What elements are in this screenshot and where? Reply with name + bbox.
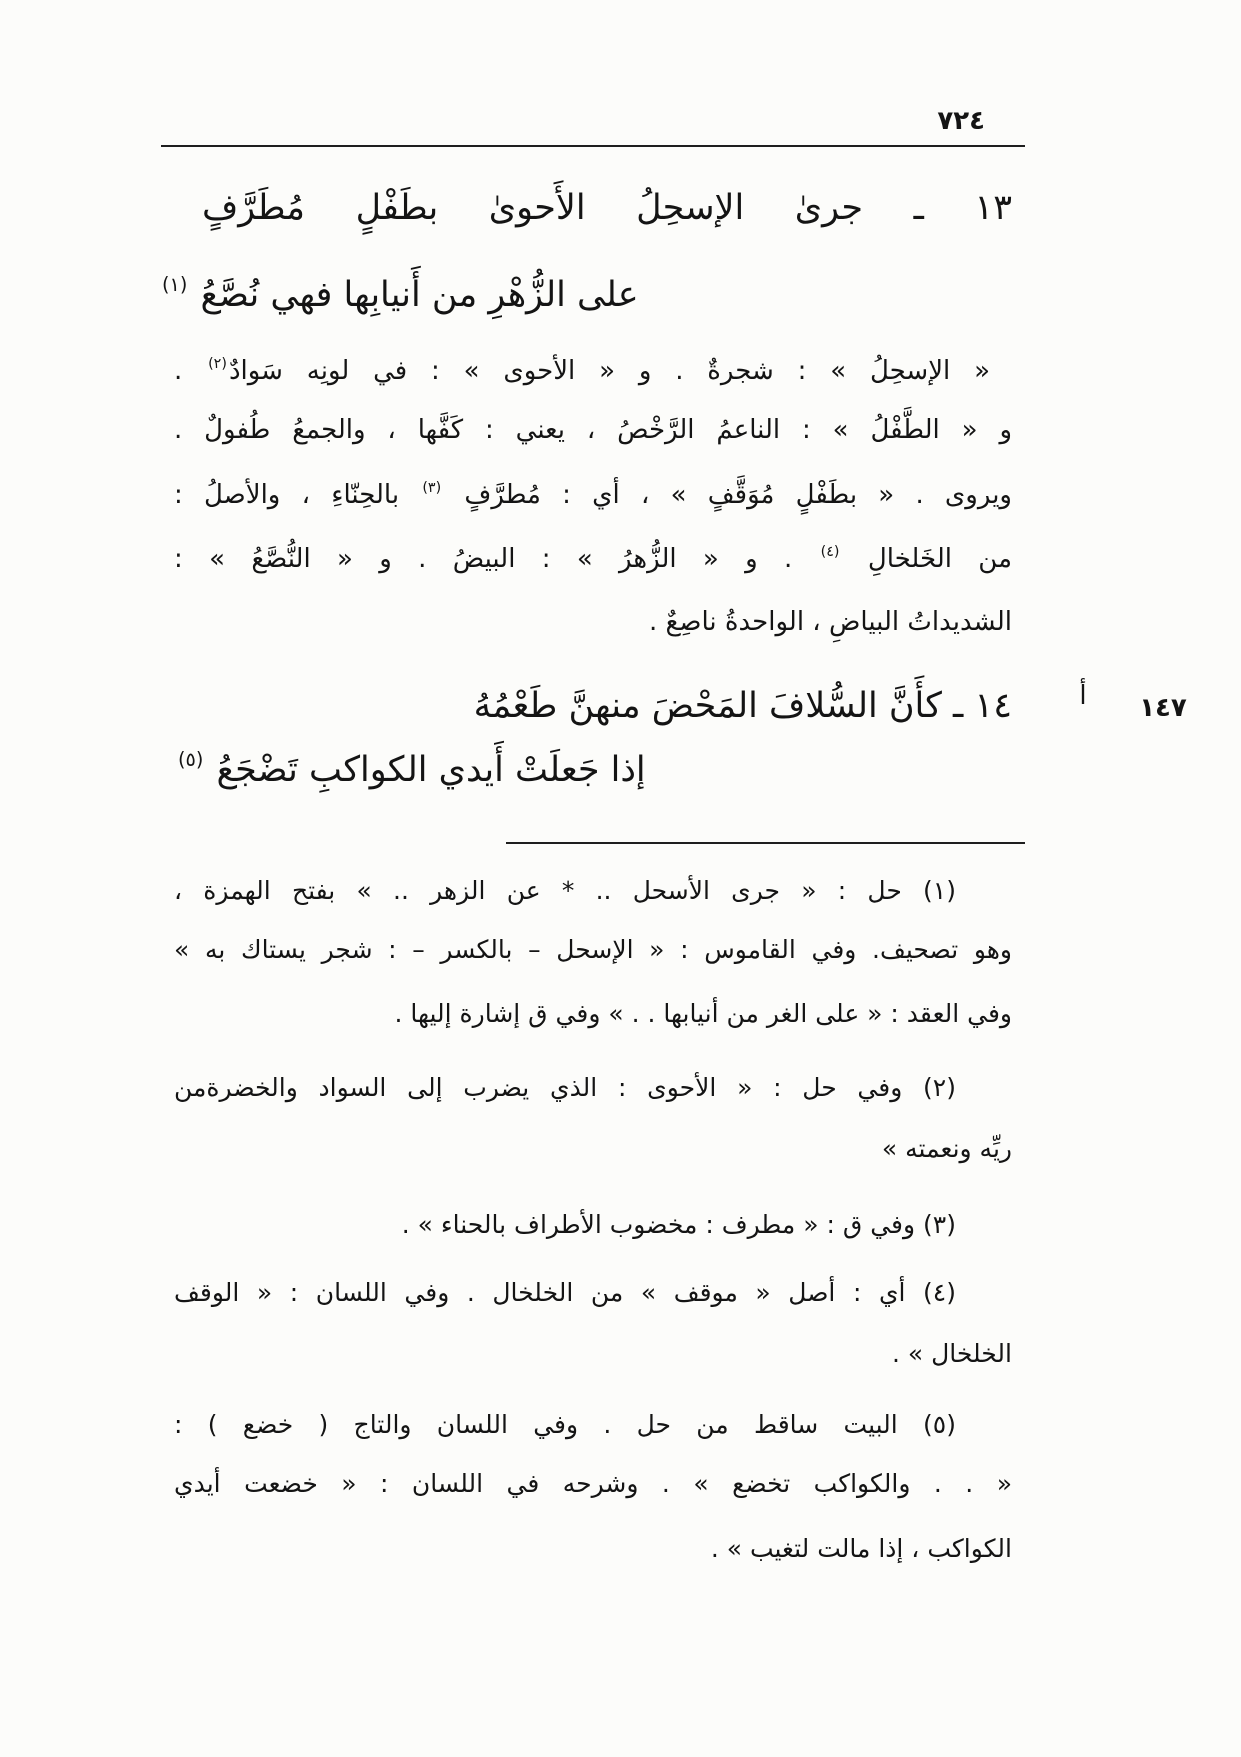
footnote-ref-3: (٣) — [422, 479, 442, 496]
commentary-line-2-text: و « الطَّفْلُ » : الناعمُ الرَّخْصُ ، يعني : كَفَّها ، والجمعُ طُفولٌ . — [174, 415, 1012, 445]
commentary-line-3-tail: بالحِنّاءِ ، والأصلُ : — [174, 480, 400, 510]
commentary-line-1-text: « الإسحِلُ » : شجرةٌ . و « الأحوى » : في لونِه سَوادٌ — [228, 356, 991, 386]
commentary-line-1-tail: . — [174, 356, 183, 386]
verse-14-second-text: إذا جَعلَتْ أَيدي الكواكبِ تَضْجَعُ — [216, 750, 646, 790]
footnote-ref-2: (٢) — [208, 355, 227, 372]
page-number: ٧٢٤ — [937, 106, 985, 136]
footnote-4-line-2: الخلخال » . — [891, 1339, 1012, 1368]
footnote-ref-1: (١) — [162, 272, 188, 296]
verse-13-first-hemistich — [202, 182, 1012, 234]
verse-14-second-hemistich — [176, 744, 736, 796]
commentary-line-2 — [174, 410, 1012, 450]
margin-folio-side: أ — [1079, 681, 1087, 711]
commentary-line-4 — [174, 539, 1012, 579]
verse-13-second-text: على الزُّهْرِ من أَنيابِها فهي نُصَّعُ — [200, 275, 639, 315]
commentary-line-1 — [174, 351, 1012, 391]
footnote-1-line-3: وفي العقد : « على الغر من أنيابها . . » وفي ق إشارة إليها . — [394, 999, 1012, 1028]
verse-13-first-text: ١٣ ـ جرىٰ الإسحِلُ الأَحوىٰ بطَفْلٍ مُطَرَّفٍ — [202, 188, 1012, 228]
footnote-5-line-1: (٥) البيت ساقط من حل . وفي اللسان والتاج ( خضع ) : — [174, 1410, 956, 1439]
commentary-line-5-text: الشديداتُ البياضِ ، الواحدةُ ناصِعٌ . — [649, 607, 1012, 637]
footnote-5-line-3: الكواكب ، إذا مالت لتغيب » . — [710, 1534, 1012, 1563]
footnote-1-line-2: وهو تصحيف. وفي القاموس : « الإسحل – بالكسر – : شجر يستاك به » — [174, 935, 1012, 964]
verse-14-first-hemistich — [174, 680, 1012, 732]
verse-14-first-text: ١٤ ـ كأَنَّ السُّلافَ المَحْضَ منهنَّ طَعْمُهُ — [473, 686, 1012, 726]
footnote-separator — [506, 842, 1025, 844]
commentary-line-3 — [174, 475, 1012, 515]
commentary-line-4-tail: . و « الزُّهرُ » : البيضُ . و « النُّصَّعُ » : — [174, 544, 793, 574]
footnote-1-line-1: (١) حل : « جرى الأسحل .. * عن الزهر .. » بفتح الهمزة ، — [174, 876, 956, 905]
footnote-2-line-1: (٢) وفي حل : « الأحوى : الذي يضرب إلى السواد والخضرةمن — [174, 1073, 956, 1102]
footnote-3-line-1: (٣) وفي ق : « مطرف : مخضوب الأطراف بالحناء » . — [401, 1210, 956, 1239]
verse-13-second-hemistich — [160, 269, 720, 321]
commentary-line-3-text: ويروى . « بطَفْلٍ مُوَقَّفٍ » ، أي : مُطرَّفٍ — [464, 480, 1012, 510]
commentary-line-5 — [174, 602, 1012, 642]
margin-folio-number: ١٤٧ — [1139, 693, 1187, 723]
footnote-ref-4: (٤) — [820, 543, 840, 560]
footnote-2-line-2: ريِّه ونعمته » — [881, 1134, 1012, 1163]
commentary-line-4-text: من الخَلخالِ — [867, 544, 1013, 574]
footnote-4-line-1: (٤) أي : أصل « موقف » من الخلخال . وفي اللسان : « الوقف — [174, 1278, 956, 1307]
footnote-ref-5: (٥) — [178, 747, 204, 771]
header-rule — [161, 145, 1025, 147]
footnote-5-line-2: « . . والكواكب تخضع » . وشرحه في اللسان : « خضعت أيدي — [174, 1469, 1012, 1498]
